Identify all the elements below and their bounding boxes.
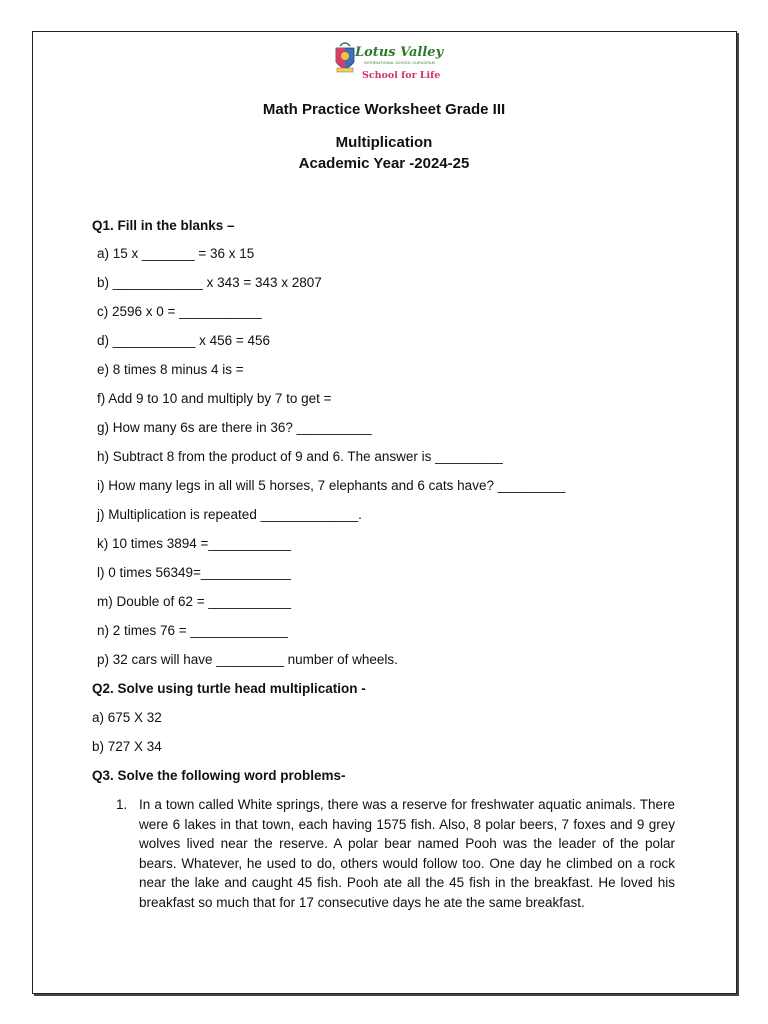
q1-item: c) 2596 x 0 = ___________ — [97, 304, 262, 319]
q1-item: e) 8 times 8 minus 4 is = — [97, 362, 244, 377]
q3-heading: Q3. Solve the following word problems- — [92, 768, 346, 783]
lotus-crest-icon — [334, 42, 356, 76]
q1-item: k) 10 times 3894 =___________ — [97, 536, 292, 551]
q1-item: h) Subtract 8 from the product of 9 and 6. The answer is _________ — [97, 449, 503, 464]
q1-heading: Q1. Fill in the blanks – — [92, 218, 235, 233]
worksheet-topic: Multiplication — [335, 134, 433, 151]
logo-name: Lotus Valley — [355, 45, 444, 60]
school-logo — [334, 42, 444, 88]
q1-item: l) 0 times 56349=____________ — [97, 565, 292, 580]
q1-item: d) ___________ x 456 = 456 — [97, 333, 271, 348]
q1-item: a) 15 x _______ = 36 x 15 — [97, 246, 255, 261]
q1-item: b) ____________ x 343 = 343 x 2807 — [97, 275, 322, 290]
academic-year: Academic Year -2024-25 — [298, 155, 470, 172]
q2-item: a) 675 X 32 — [92, 710, 162, 725]
q1-item: m) Double of 62 = ___________ — [97, 594, 292, 609]
logo-subtitle: INTERNATIONAL SCHOOL GURUGRAM — [364, 61, 435, 65]
logo-tagline: School for Life — [362, 70, 441, 81]
q1-item: f) Add 9 to 10 and multiply by 7 to get = — [97, 391, 332, 406]
q1-item: n) 2 times 76 = _____________ — [97, 623, 289, 638]
worksheet-title: Math Practice Worksheet Grade III — [262, 101, 506, 118]
word-problem-number: 1. — [116, 797, 128, 812]
q2-item: b) 727 X 34 — [92, 739, 162, 754]
word-problem-text: In a town called White springs, there was a reserve for freshwater aquatic animals. There were 6 lakes in that town, each having 1575 fish. Also, 8 polar beers, 7 foxes and 9 grey wolves lived near the reserve. A polar bear named Pooh was the leader of the polar bears. Whatever, he used to do, others would follow too. One day he climbed on a rock near the lake and caught 45 fish. Pooh ate all the 45 fish in the breakfast. He loved his breakfast so much that for 17 consecutive days he ate the same breakfast. — [139, 797, 675, 910]
q1-item: j) Multiplication is repeated _____________. — [97, 507, 362, 522]
q1-item: i) How many legs in all will 5 horses, 7 elephants and 6 cats have? _________ — [97, 478, 566, 493]
q2-heading: Q2. Solve using turtle head multiplication - — [92, 681, 366, 696]
q1-item: g) How many 6s are there in 36? __________ — [97, 420, 372, 435]
q1-item: p) 32 cars will have _________ number of wheels. — [97, 652, 398, 667]
